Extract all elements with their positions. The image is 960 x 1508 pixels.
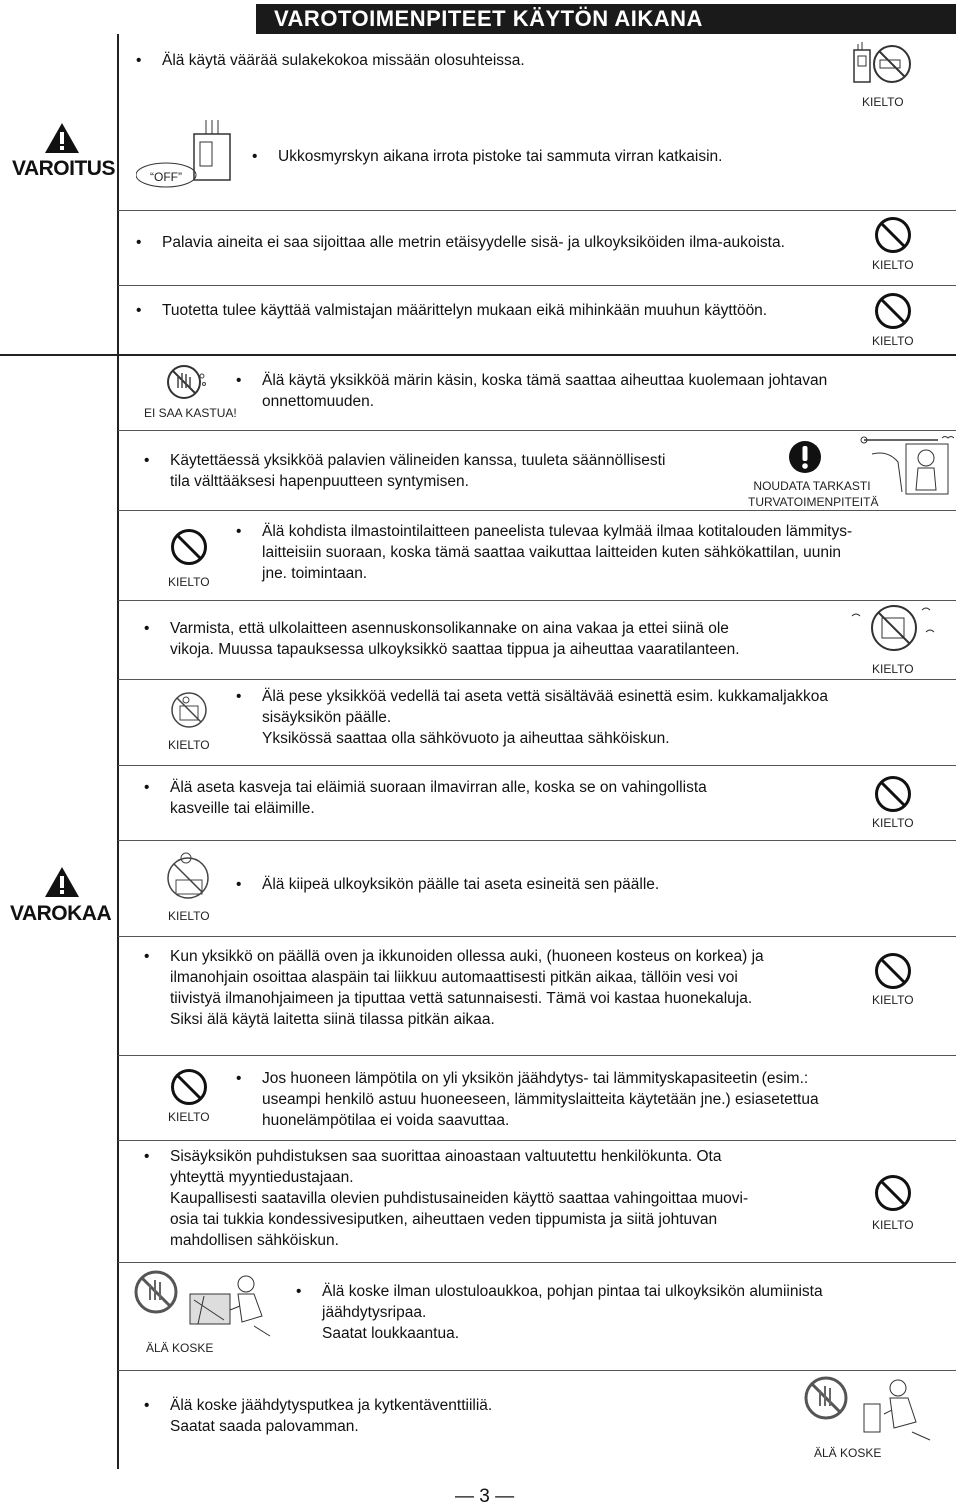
separator [118, 765, 956, 766]
kielto-label: KIELTO [168, 1110, 210, 1124]
list-item [144, 450, 666, 492]
separator [118, 1262, 956, 1263]
prohibited-icon [170, 528, 208, 566]
bullet: • [252, 148, 258, 165]
item-text: Tuotetta tulee käyttää valmistajan määrittelyn mukaan eikä mihinkään muuhun käyttöön. [162, 302, 768, 319]
item-text: Saatat loukkaantua. [322, 1325, 460, 1342]
ala-koske-label: ÄLÄ KOSKE [814, 1446, 882, 1460]
separator [118, 285, 956, 286]
separator [118, 600, 956, 601]
bullet: • [236, 688, 242, 705]
list-item [144, 946, 764, 1030]
bullet: • [136, 234, 142, 251]
item-text: Älä pese yksikköä vedellä tai aseta vettä sisältävää esinettä esim. kukkamaljakkoa [262, 688, 829, 705]
item-text: Yksikössä saattaa olla sähkövuoto ja aiheuttaa sähköiskun. [262, 730, 670, 747]
bullet: • [144, 452, 150, 469]
kielto-label: KIELTO [872, 258, 914, 272]
touch-prohibited-icon [800, 1374, 950, 1446]
bullet: • [144, 779, 150, 796]
prohibited-icon [170, 1068, 208, 1106]
noudata-line-2: TURVATOIMENPITEITÄ [748, 495, 879, 509]
bullet: • [144, 1397, 150, 1414]
kielto-label: KIELTO [168, 575, 210, 589]
separator [118, 1140, 956, 1141]
item-text: Jos huoneen lämpötila on yli yksikön jäähdytys- tai lämmityskapasiteetin (esim.: [262, 1070, 809, 1087]
section-divider-left [117, 354, 119, 1469]
separator [118, 679, 956, 680]
wet-hand-icon [166, 362, 208, 402]
list-item [296, 1281, 823, 1344]
outdoor-unit-icon [848, 602, 938, 654]
bullet: • [236, 372, 242, 389]
off-label: “OFF” [150, 170, 182, 184]
separator [118, 430, 956, 431]
page-number [455, 1486, 514, 1508]
list-item [144, 618, 740, 660]
ala-koske-label: ÄLÄ KOSKE [146, 1341, 214, 1355]
prohibited-icon [874, 216, 912, 254]
item-text: Kun yksikkö on päällä oven ja ikkunoiden ollessa auki, (huoneen kosteus on korkea) ja [170, 948, 764, 965]
item-text: tiivistyä ilmanohjaimeen ja tiputtaa vettä satunnaisesti. Tämä voi kastaa huonekaluja. [170, 990, 753, 1007]
washing-icon [166, 690, 212, 730]
item-text: Palavia aineita ei saa sijoittaa alle metrin etäisyydelle sisä- ja ulkoyksiköiden ilma-aukoista. [162, 234, 785, 251]
item-text: Älä koske jäähdytysputkea ja kytkentäventtiiliä. [170, 1397, 493, 1414]
list-item [236, 1068, 922, 1131]
kielto-label: KIELTO [862, 95, 904, 109]
page-header [256, 4, 956, 34]
item-text: Älä kiipeä ulkoyksikön päälle tai aseta esineitä sen päälle. [262, 876, 660, 893]
bullet: • [236, 523, 242, 540]
item-text: Siksi älä käytä laitetta siinä tilassa pitkän aikaa. [170, 1011, 495, 1028]
kielto-label: KIELTO [872, 334, 914, 348]
item-text: yhteyttä myyntiedustajaan. [170, 1169, 354, 1186]
varokaa-title: VAROKAA [10, 902, 112, 925]
bullet: • [136, 52, 142, 69]
list-item [236, 521, 932, 584]
fuse-icon [848, 42, 918, 92]
kielto-label: KIELTO [872, 816, 914, 830]
list-item [144, 1395, 493, 1437]
list-item [144, 1146, 749, 1251]
prohibited-icon [874, 775, 912, 813]
item-text: huonelämpötilaa ei voida saavuttaa. [262, 1112, 510, 1129]
prohibited-icon [874, 1174, 912, 1212]
list-item [236, 686, 942, 749]
separator [118, 510, 956, 511]
prohibited-icon [874, 292, 912, 330]
page-number-dash: — [489, 1486, 515, 1507]
separator [118, 210, 956, 211]
item-text: Sisäyksikön puhdistuksen saa suorittaa ainoastaan valtuutettu henkilökunta. Ota [170, 1148, 722, 1165]
touch-prohibited-icon [134, 1266, 280, 1344]
kielto-label: KIELTO [872, 993, 914, 1007]
kielto-label: KIELTO [872, 662, 914, 676]
kielto-label: KIELTO [872, 1218, 914, 1232]
separator [118, 1055, 956, 1056]
list-item [236, 874, 660, 895]
item-text: useampi henkilö astuu huoneeseen, lämmityslaitteita käytetään jne.) esiasetettua [262, 1091, 819, 1108]
item-text: osia tai tukkia kondessivesiputken, aiheuttaen veden tippumista ja siitä johtuvan [170, 1211, 718, 1228]
item-text: jäähdytysripaa. [322, 1304, 427, 1321]
separator [118, 840, 956, 841]
item-text: Älä aseta kasveja tai eläimiä suoraan ilmavirran alle, koska se on vahingollista [170, 779, 707, 796]
kielto-label: KIELTO [168, 738, 210, 752]
list-item [136, 232, 785, 253]
list-item [136, 50, 525, 71]
item-text: mahdollisen sähköiskun. [170, 1232, 339, 1249]
item-text: Varmista, että ulkolaitteen asennuskonsolikannake on aina vakaa ja ettei siinä ole [170, 620, 729, 637]
bullet: • [296, 1283, 302, 1300]
bullet: • [236, 876, 242, 893]
item-text: onnettomuuden. [262, 393, 375, 410]
item-text: Käytettäessä yksikköä palavien välineiden kanssa, tuuleta säännöllisesti [170, 452, 666, 469]
climbing-person-icon [164, 850, 214, 902]
item-text: jne. toimintaan. [262, 565, 368, 582]
exclamation-icon [788, 440, 822, 474]
item-text: Ukkosmyrskyn aikana irrota pistoke tai sammuta virran katkaisin. [278, 148, 723, 165]
item-text: tila välttääksesi hapenpuutteen syntymisen. [170, 473, 469, 490]
list-item [236, 370, 922, 412]
list-item [252, 146, 723, 167]
item-text: Kaupallisesti saatavilla olevien puhdistusaineiden käyttö saattaa vahingoittaa muovi- [170, 1190, 749, 1207]
page-number-value: 3 [479, 1486, 490, 1507]
item-text: ilmanohjain osoittaa alaspäin tai liikkuu automaattisesti pitkän aikaa, tällöin vesi voi [170, 969, 738, 986]
item-text: vikoja. Muussa tapauksessa ulkoyksikkö saattaa tippua ja aiheuttaa vaaratilanteen. [170, 641, 740, 658]
item-text: laitteisiin suoraan, koska tämä saattaa vaikuttaa laitteiden kuten sähkökattilan, uunin [262, 544, 842, 561]
window-person-icon [858, 434, 954, 498]
separator [118, 936, 956, 937]
header-title: VAROTOIMENPITEET KÄYTÖN AIKANA [274, 6, 703, 31]
item-text: Älä käytä väärää sulakekokoa missään olosuhteissa. [162, 52, 525, 69]
noudata-line-1: NOUDATA TARKASTI [753, 479, 871, 493]
item-text: Älä koske ilman ulostuloaukkoa, pohjan pintaa tai ulkoyksikön alumiinista [322, 1283, 823, 1300]
item-text: kasveille tai eläimille. [170, 800, 315, 817]
list-item [144, 777, 707, 819]
bullet: • [236, 1070, 242, 1087]
separator [0, 354, 956, 356]
separator [118, 1370, 956, 1371]
item-text: Saatat saada palovamman. [170, 1418, 359, 1435]
noudata-label [748, 478, 879, 510]
bullet: • [144, 948, 150, 965]
prohibited-icon [874, 952, 912, 990]
page-number-dash: — [455, 1486, 480, 1507]
bullet: • [136, 302, 142, 319]
bullet: • [144, 1148, 150, 1165]
bullet: • [144, 620, 150, 637]
warning-triangle-icon [44, 122, 80, 154]
item-text: sisäyksikön päälle. [262, 709, 392, 726]
section-divider-top [117, 34, 119, 354]
item-text: Älä käytä yksikköä märin käsin, koska tämä saattaa aiheuttaa kuolemaan johtavan [262, 372, 828, 389]
item-text: Älä kohdista ilmastointilaitteen paneelista tulevaa kylmää ilmaa kotitalouden lämmitys- [262, 523, 853, 540]
warning-triangle-icon [44, 866, 80, 898]
ei-saa-kastua-label: EI SAA KASTUA! [144, 406, 237, 420]
kielto-label: KIELTO [168, 909, 210, 923]
varoitus-title: VAROITUS [12, 157, 115, 180]
list-item [136, 300, 768, 321]
